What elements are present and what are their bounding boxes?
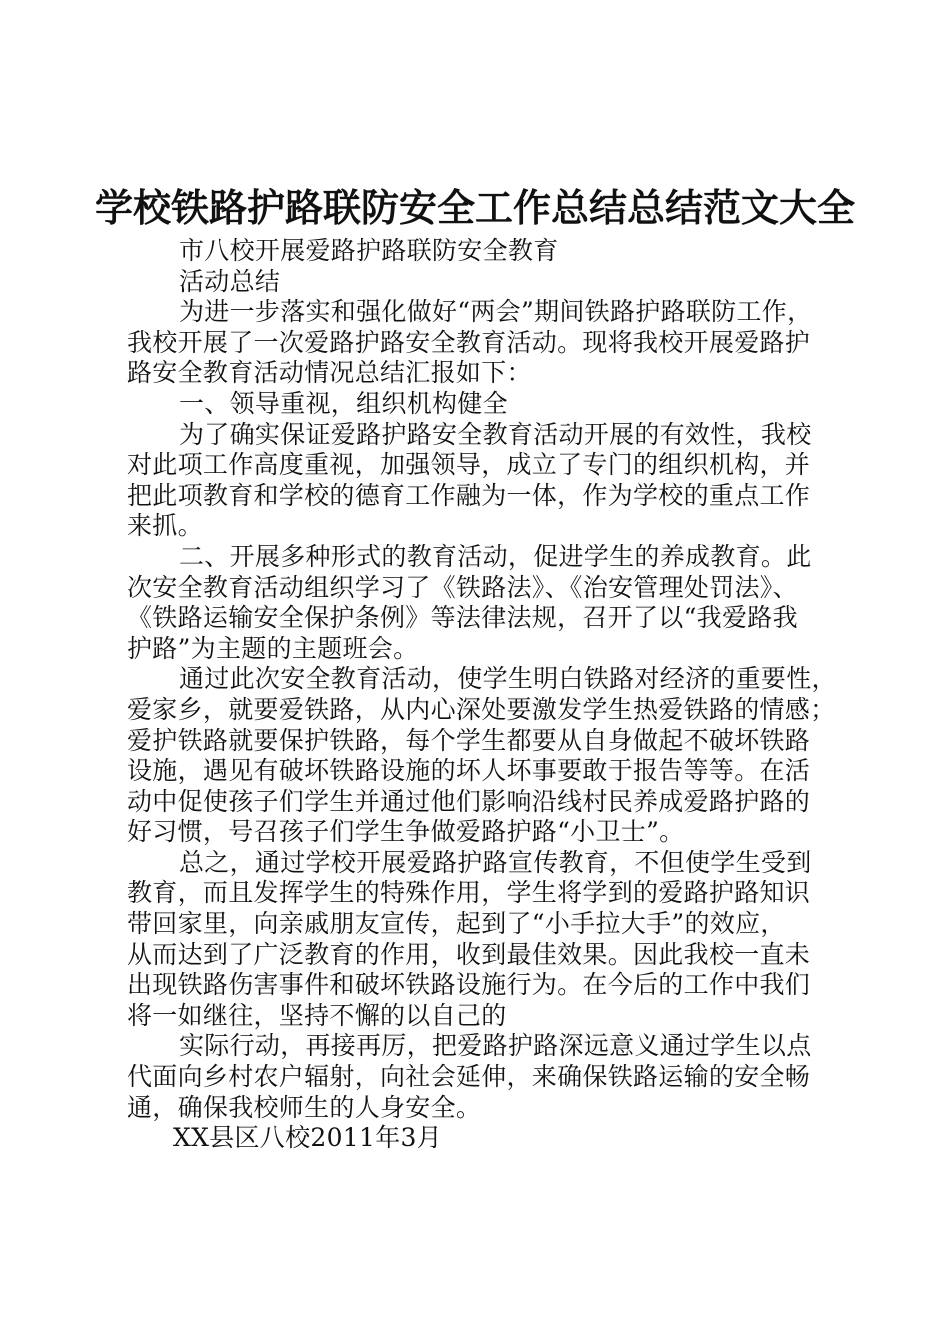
body-line: 活动总结 xyxy=(179,266,281,296)
body-line: XX县区八校2011年3月 xyxy=(173,1123,443,1153)
body-line: 实际行动，再接再厉，把爱路护路深远意义通过学生以点 xyxy=(179,1031,812,1061)
body-line: 护路”为主题的主题班会。 xyxy=(127,633,419,663)
body-line: 带回家里，向亲戚朋友宣传，起到了“小手拉大手”的效应， xyxy=(127,909,786,939)
body-line: 路安全教育活动情况总结汇报如下： xyxy=(127,358,532,388)
body-line: 一、领导重视，组织机构健全 xyxy=(179,388,508,418)
body-line: 为进一步落实和强化做好“两会”期间铁路护路联防工作， xyxy=(179,297,813,327)
body-line: 为了确实保证爱路护路安全教育活动开展的有效性，我校 xyxy=(179,419,812,449)
body-line: 次安全教育活动组织学习了《铁路法》、《治安管理处罚法》、 xyxy=(127,572,798,602)
body-line: 将一如继往，坚持不懈的以自己的 xyxy=(127,1000,507,1030)
body-line: 把此项教育和学校的德育工作融为一体，作为学校的重点工作 xyxy=(127,480,811,510)
body-line: 爱护铁路就要保护铁路，每个学生都要从自身做起不破坏铁路 xyxy=(127,725,811,755)
document-title: 学校铁路护路联防安全工作总结总结范文大全 xyxy=(94,185,855,230)
body-line: 教育，而且发挥学生的特殊作用，学生将学到的爱路护路知识 xyxy=(127,878,811,908)
body-line: 出现铁路伤害事件和破坏铁路设施行为。在今后的工作中我们 xyxy=(127,970,811,1000)
body-line: 我校开展了一次爱路护路安全教育活动。现将我校开展爱路护 xyxy=(127,327,811,357)
body-line: 二、开展多种形式的教育活动，促进学生的养成教育。此 xyxy=(179,541,812,571)
body-line: 通过此次安全教育活动，使学生明白铁路对经济的重要性， xyxy=(179,664,837,694)
body-line: 对此项工作高度重视，加强领导，成立了专门的组织机构，并 xyxy=(127,450,811,480)
body-line: 代面向乡村农户辐射，向社会延伸，来确保铁路运输的安全畅 xyxy=(127,1062,811,1092)
body-line: 爱家乡，就要爱铁路，从内心深处要激发学生热爱铁路的情感； xyxy=(127,694,836,724)
document-body xyxy=(127,236,837,1154)
body-line: 动中促使孩子们学生并通过他们影响沿线村民养成爱路护路的 xyxy=(127,786,811,816)
body-line: 来抓。 xyxy=(127,511,203,541)
body-line: 设施，遇见有破坏铁路设施的坏人坏事要敢于报告等等。在活 xyxy=(127,756,811,786)
body-line: 《铁路运输安全保护条例》等法律法规，召开了以“我爱路我 xyxy=(127,603,798,633)
body-line: 市八校开展爱路护路联防安全教育 xyxy=(179,236,559,265)
body-line: 通，确保我校师生的人身安全。 xyxy=(127,1092,482,1122)
body-line: 从而达到了广泛教育的作用，收到最佳效果。因此我校一直未 xyxy=(127,939,811,969)
body-line: 好习惯，号召孩子们学生争做爱路护路“小卫士”。 xyxy=(127,817,685,847)
body-line: 总之，通过学校开展爱路护路宣传教育，不但使学生受到 xyxy=(179,847,812,877)
